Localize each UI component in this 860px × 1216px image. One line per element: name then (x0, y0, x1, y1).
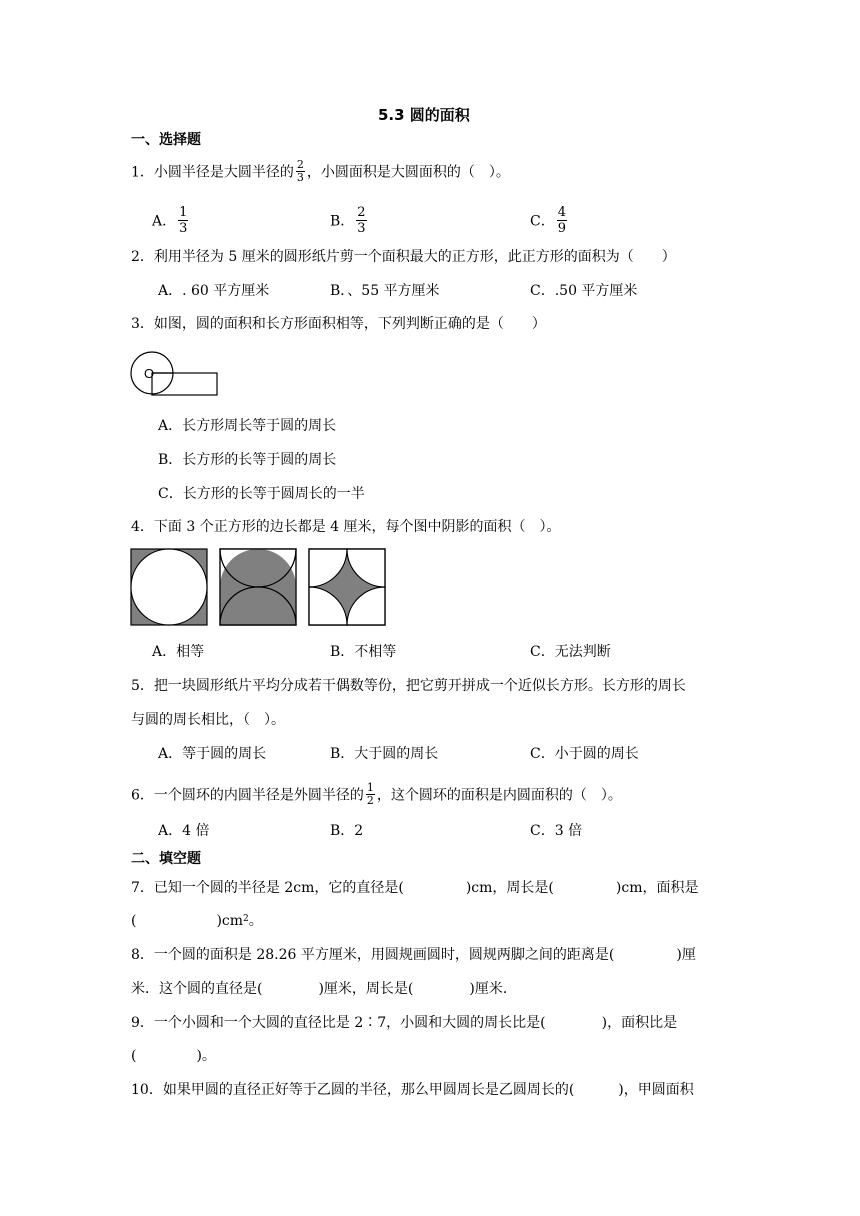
question-7-line-2: ( )$cm^2$。 (131, 913, 263, 929)
q1-option-b: B． $\frac{2}{3}$ (330, 205, 366, 236)
q6-option-a: A．4 倍 (158, 823, 210, 839)
q4-option-a: A．相等 (152, 644, 205, 660)
question-2: 2．利用半径为 5 厘米的圆形纸片剪一个面积最大的正方形，此正方形的面积为（ ） (131, 249, 676, 265)
q4-option-b: B．不相等 (330, 644, 397, 660)
q5-option-c: C．小于圆的周长 (530, 746, 639, 762)
page-title: 5.3 圆的面积 (378, 106, 470, 124)
question-3: 3．如图，圆的面积和长方形面积相等，下列判断正确的是（ ） (131, 316, 546, 332)
q4-option-c: C．无法判断 (530, 644, 611, 660)
q3-option-a: A．长方形周长等于圆的周长 (158, 418, 337, 434)
shaded-squares-figure (130, 548, 390, 628)
question-1-post: ，小圆面积是大圆面积的（ ）。 (306, 164, 510, 181)
question-9-line-1: 9．一个小圆和一个大圆的直径比是 2∶7，小圆和大圆的周长比是( )，面积比是 (131, 1015, 678, 1031)
figure-center-label: O (144, 366, 155, 381)
question-5-line-1: 5．把一块圆形纸片平均分成若干偶数等份，把它剪开拼成一个近似长方形。长方形的周长 (131, 678, 686, 694)
question-10-line-1: 10．如果甲圆的直径正好等于乙圆的半径，那么甲圆周长是乙圆周长的( )，甲圆面积 (131, 1082, 694, 1098)
section-heading-fill: 二、填空题 (131, 851, 201, 867)
question-4: 4．下面 3 个正方形的边长都是 4 厘米，每个图中阴影的面积（ ）。 (131, 519, 561, 535)
question-6 (131, 783, 622, 808)
fraction-1-3: $\frac{1}{3}$ (179, 205, 188, 236)
square-two-semicircles (220, 549, 296, 625)
fraction-4-9: $\frac{4}{9}$ (557, 205, 566, 236)
section-heading-choice: 一、选择题 (131, 132, 201, 148)
question-7-line-1: 7．已知一个圆的半径是 2cm，它的直径是( )cm，周长是( )cm，面积是 (131, 880, 699, 896)
question-6-pre: 6．一个圆环的内圆半径是外圆半径的 (131, 787, 364, 804)
q5-option-b: B．大于圆的周长 (330, 746, 439, 762)
question-9-line-2: ( )。 (131, 1048, 216, 1064)
q2-option-b: B．、55 平方厘米 (330, 283, 440, 299)
q6-option-b: B．2 (330, 823, 364, 839)
q1-option-c: C． $\frac{4}{9}$ (530, 205, 566, 236)
q2-option-c: C．.50 平方厘米 (530, 283, 638, 299)
question-1-pre: 1．小圆半径是大圆半径的 (131, 164, 294, 181)
fraction-2-3: $\frac{2}{3}$ (296, 158, 304, 184)
q2-option-a: A．. 60 平方厘米 (158, 283, 270, 299)
question-6-post: ，这个圆环的面积是内圆面积的（ ）。 (376, 787, 622, 804)
q1-option-a: A． $\frac{1}{3}$ (152, 205, 188, 236)
question-8-line-1: 8．一个圆的面积是 28.26 平方厘米，用圆规画圆时，圆规两脚之间的距离是( )厘 (131, 947, 696, 963)
circle-rectangle-figure (131, 350, 221, 396)
square-inscribed-circle (131, 549, 207, 625)
q6-option-c: C．3 倍 (530, 823, 583, 839)
q5-option-a: A．等于圆的周长 (158, 746, 267, 762)
q3-option-b: B．长方形的长等于圆的周长 (158, 452, 337, 468)
fraction-2-3: $\frac{2}{3}$ (357, 205, 366, 236)
question-8-line-2: 米．这个圆的直径是( )厘米，周长是( )厘米． (131, 981, 517, 997)
question-5-line-2: 与圆的周长相比，（ ）。 (131, 712, 285, 728)
q3-option-c: C．长方形的长等于圆周长的一半 (158, 486, 365, 502)
question-1 (131, 160, 510, 185)
fraction-1-2: $\frac{1}{2}$ (366, 781, 374, 807)
square-four-quarter-circles (309, 549, 385, 625)
